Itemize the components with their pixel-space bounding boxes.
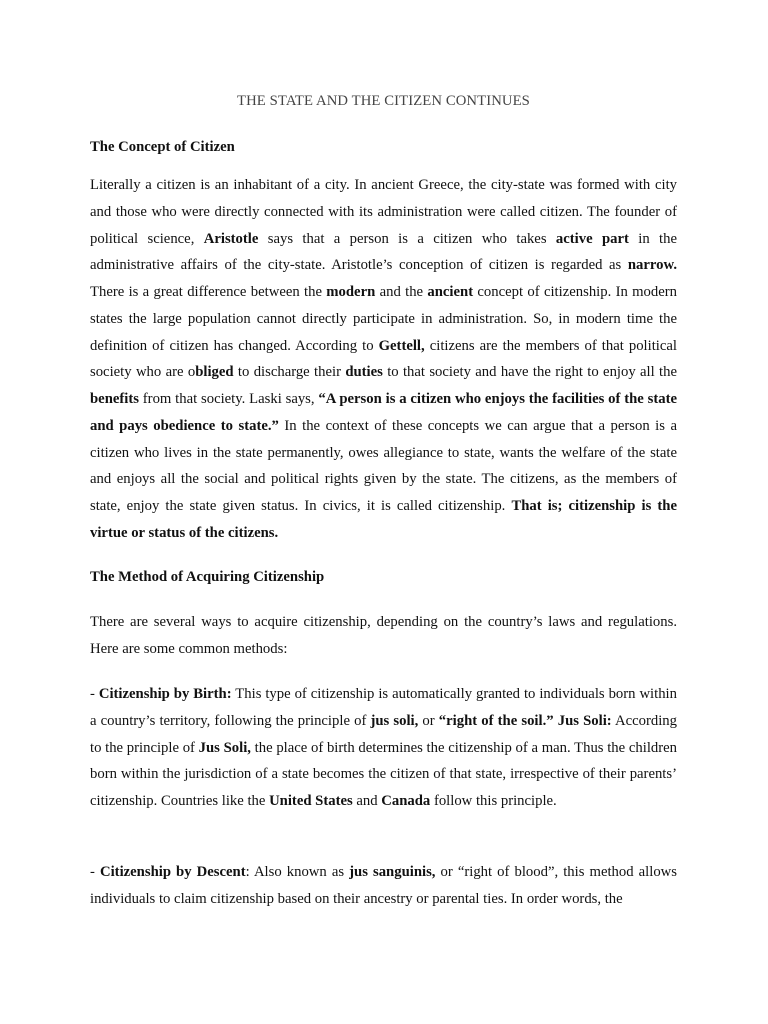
bold-text: modern bbox=[326, 284, 376, 300]
bold-text: Aristotle bbox=[203, 230, 259, 247]
bold-text: narrow. bbox=[627, 257, 677, 274]
section-heading-concept: The Concept of Citizen bbox=[90, 139, 235, 155]
bold-text: “right of the soil.” Jus Soli: bbox=[438, 712, 612, 729]
bold-text: “A person is a citizen who enjoys the facilities of the state and pays obedience to state.” bbox=[90, 391, 677, 434]
bold-text: Citizenship by Descent bbox=[99, 864, 246, 880]
bold-text: Citizenship by Birth: bbox=[98, 686, 232, 702]
bold-text: Jus Soli, bbox=[198, 739, 251, 756]
bold-text: benefits bbox=[90, 391, 139, 407]
bold-text: duties bbox=[345, 364, 383, 381]
bold-text: That is; citizenship is the virtue or status of the citizens. bbox=[90, 498, 677, 541]
paragraph-method-intro: There are several ways to acquire citizenship, depending on the country’s laws and regulations. Here are some common methods: bbox=[90, 614, 677, 657]
document-title: THE STATE AND THE CITIZEN CONTINUES bbox=[237, 93, 530, 109]
paragraph-descent: - Citizenship by Descent: Also known as jus sanguinis, or “right of blood”, this method allows individuals to claim citizenship based on their ancestry or parental ties. In order words, the bbox=[90, 864, 677, 907]
bold-text: jus sanguinis, bbox=[349, 864, 436, 880]
bold-text: bliged bbox=[195, 364, 234, 381]
section-heading-method: The Method of Acquiring Citizenship bbox=[90, 569, 325, 585]
paragraph-concept: Literally a citizen is an inhabitant of a city. In ancient Greece, the city-state was formed with city and those who were directly connected with its administration were called citizen. The founder of political science, Aristotle says that a person is a citizen who takes active part in the administrative affairs of the city-state. Aristotle’s conception of citizen is regarded as narrow. There is a great difference between the modern and the ancient concept of citizenship. In modern states the large population cannot directly participate in administration. So, in modern time the definition of citizen has changed. According to Gettell, citizens are the members of that political society who are obliged to discharge their duties to that society and have the right to enjoy all the benefits from that society. Laski says, “A person is a citizen who enjoys the facilities of the state and pays obedience to state.” In the context of these concepts we can argue that a person is a citizen who lives in the state permanently, owes allegiance to state, wants the welfare of the state and enjoys all the social and political rights given by the state. The citizens, as the members of state, enjoy the state given status. In civics, it is called citizenship. That is; citizenship is the virtue or status of the citizens. bbox=[90, 177, 678, 541]
bold-text: ancient bbox=[427, 284, 474, 300]
bold-text: jus soli, bbox=[370, 712, 419, 729]
bold-text: Canada bbox=[381, 793, 431, 809]
bold-text: Gettell, bbox=[378, 337, 425, 354]
paragraph-birth: - Citizenship by Birth: This type of citizenship is automatically granted to individuals born within a country’s territory, following the principle of jus soli, or “right of the soil.” Jus Soli: According to the principle of Jus Soli, the place of birth determines the citizenship of a man. Thus the children born within the jurisdiction of a state becomes the citizen of that state, irrespective of their parents’ citizenship. Countries like the United States and Canada follow this principle. bbox=[90, 686, 678, 809]
bold-text: United States bbox=[269, 793, 353, 809]
bold-text: active part bbox=[555, 230, 629, 247]
